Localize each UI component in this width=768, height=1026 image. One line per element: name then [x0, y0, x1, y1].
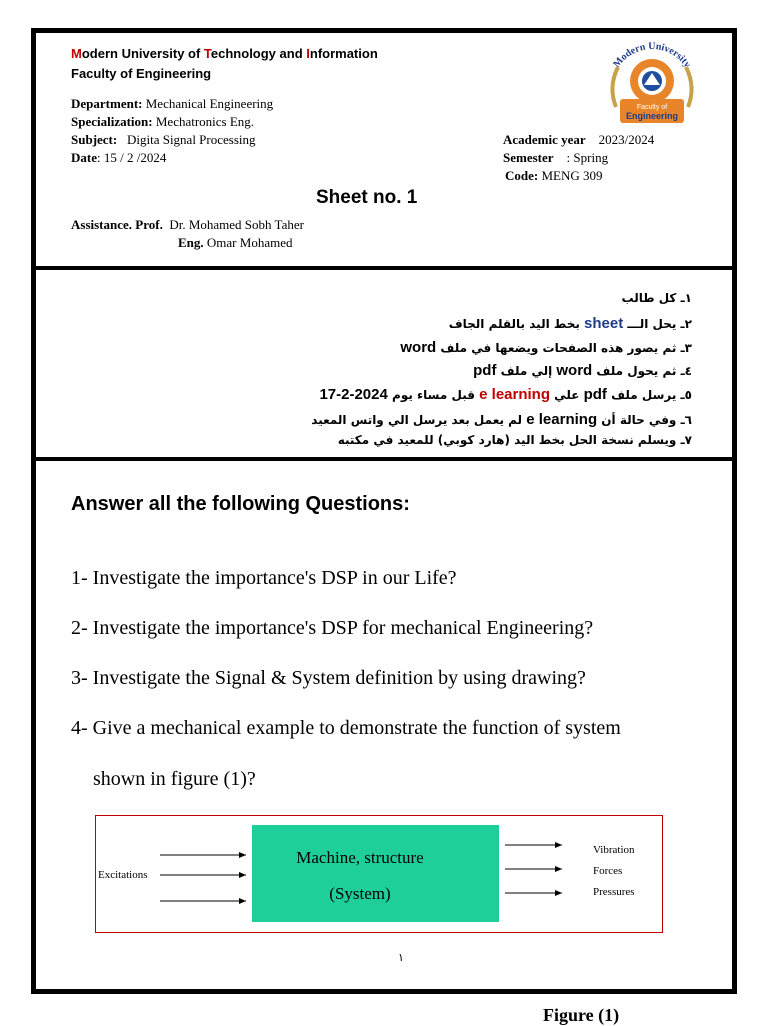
system-diagram — [96, 816, 662, 932]
divider-top — [36, 266, 732, 270]
department-line: Department: Mechanical Engineering — [71, 96, 274, 111]
eng-line: Eng. Omar Mohamed — [178, 235, 293, 250]
instruction-1: ١ـ كل طالب — [621, 291, 692, 305]
code-line: Code: MENG 309 — [505, 168, 603, 183]
subject-line: Subject: Digita Signal Processing — [71, 132, 256, 147]
page-number: ١ — [398, 952, 404, 964]
system-box-line2: (System) — [329, 884, 391, 903]
sheet-title: Sheet no. 1 — [316, 187, 418, 208]
figure-caption: Figure (1) — [543, 1005, 620, 1025]
figure-1 — [95, 815, 663, 933]
page-frame — [31, 28, 737, 994]
semester-line: Semester : Spring — [503, 150, 609, 165]
instruction-2: ٢ـ يحل الـــ sheet بخط اليد بالقلم الجاف — [448, 315, 692, 332]
instruction-4: ٤ـ ثم يحول ملف word إلي ملف pdf — [473, 362, 692, 379]
instruction-7: ٧ـ ويسلم نسخة الحل بخط اليد (هارد كوبي) للمعيد في مكتبه — [337, 433, 692, 447]
academic-year-line: Academic year 2023/2024 — [503, 132, 655, 147]
instruction-3: ٣ـ ثم يصور هذه الصفحات ويضعها في ملف word — [400, 339, 692, 356]
questions-heading: Answer all the following Questions: — [71, 493, 410, 515]
question-3: 3- Investigate the Signal & System definition by using drawing? — [71, 667, 586, 689]
svg-text:Modern University: Modern University — [611, 40, 693, 70]
date-line: Date: 15 / 2 /2024 — [71, 150, 167, 165]
instruction-5: ٥ـ يرسل ملف pdf علي e learning قبل مساء يوم 2024-2-17 — [319, 386, 692, 403]
input-label: Excitations — [98, 869, 148, 881]
university-name: Modern University of Technology and Information — [71, 46, 378, 61]
svg-text:Engineering: Engineering — [625, 111, 679, 121]
output-label-1: Vibration — [593, 844, 635, 856]
logo-emblem-icon — [594, 37, 710, 129]
assistant-prof-line: Assistance. Prof. Dr. Mohamed Sobh Taher — [71, 217, 304, 232]
instruction-6: ٦ـ وفي حالة أن e learning لم يعمل بعد يرسل الي واتس المعيد — [311, 411, 692, 428]
divider-bottom — [36, 457, 732, 461]
university-logo — [594, 37, 710, 129]
system-box — [252, 825, 499, 922]
question-4-continued: shown in figure (1)? — [93, 768, 256, 790]
question-4: 4- Give a mechanical example to demonstrate the function of system — [71, 717, 621, 739]
faculty-name: Faculty of Engineering — [71, 66, 212, 81]
specialization-line: Specialization: Mechatronics Eng. — [71, 114, 255, 129]
svg-text:Faculty of: Faculty of — [636, 104, 668, 111]
question-2: 2- Investigate the importance's DSP for mechanical Engineering? — [71, 617, 594, 639]
question-1: 1- Investigate the importance's DSP in our Life? — [71, 567, 457, 589]
output-label-2: Forces — [593, 865, 623, 877]
output-label-3: Pressures — [593, 886, 635, 898]
system-box-line1: Machine, structure — [296, 848, 424, 867]
